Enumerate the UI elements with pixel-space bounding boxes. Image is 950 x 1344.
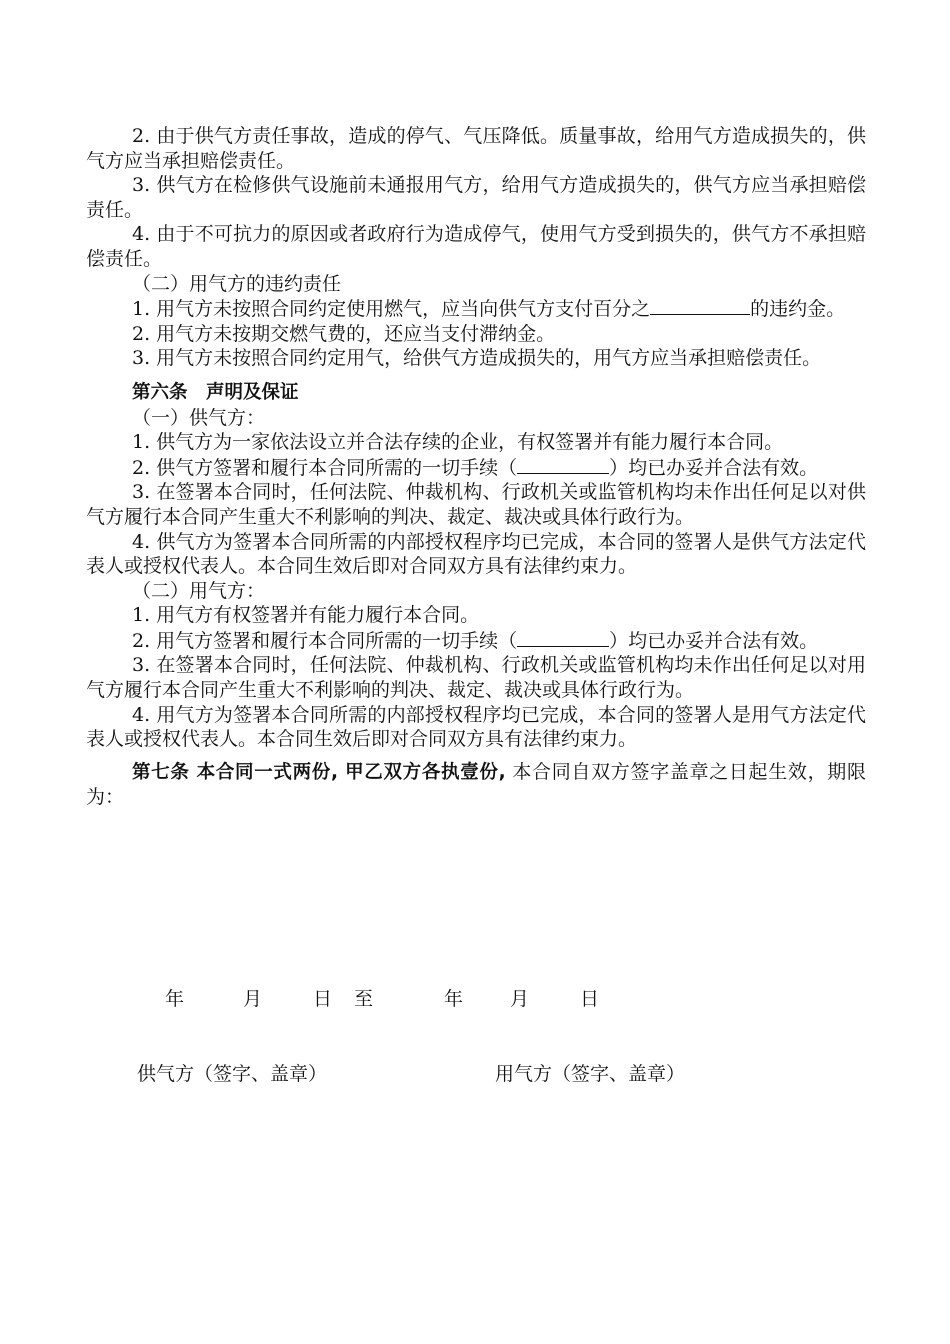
user-signature: 用气方（签字、盖章） (495, 1063, 686, 1085)
user-liability-item-1-text: 1. 用气方未按照合同约定使用燃气，应当向供气方支付百分之 (132, 298, 651, 321)
article-7-text: 本合同自双方签字盖章之日起生效，期限为： (86, 760, 866, 809)
user-declaration-title: （二）用气方： (132, 579, 266, 602)
supplier-declaration-item-2-tail: ）均已办妥并合法有效。 (609, 456, 819, 479)
supplier-declaration-item-4: 4. 供气方为签署本合同所需的内部授权程序均已完成，本合同的签署人是供气方法定代表人或授权代表人。本合同生效后即对合同双方具有法律约束力。 (86, 530, 866, 578)
user-declaration-item-1: 1. 用气方有权签署并有能力履行本合同。 (132, 604, 480, 627)
article-7-heading: 第七条 本合同一式两份, 甲乙双方各执壹份, (132, 761, 506, 783)
supplier-liability-item-2: 2. 由于供气方责任事故，造成的停气、气压降低。质量事故，给用气方造成损失的，供气方应当承担赔偿责任。 (86, 125, 866, 172)
user-declaration-item-4: 4. 用气方为签署本合同所需的内部授权程序均已完成，本合同的签署人是用气方法定代表人或授权代表人。本合同生效后即对合同双方具有法律约束力。 (86, 703, 866, 751)
start-month-label: 月 (243, 988, 263, 1010)
supplier-declaration-title: （一）供气方： (132, 406, 266, 429)
end-day-label: 日 (580, 988, 600, 1010)
end-year-label: 年 (444, 988, 464, 1010)
user-procedures-blank (517, 628, 609, 647)
supplier-liability-item-4: 4. 由于不可抗力的原因或者政府行为造成停气，使用气方受到损失的，供气方不承担赔偿责任。 (86, 223, 866, 270)
user-declaration-item-2-text: 2. 用气方签署和履行本合同所需的一切手续（ (132, 629, 518, 652)
supplier-declaration-item-2-text: 2. 供气方签署和履行本合同所需的一切手续（ (132, 456, 518, 479)
user-liability-item-1 (86, 296, 866, 322)
supplier-liability-item-3: 3. 供气方在检修供气设施前未通报用气方，给用气方造成损失的，供气方应当承担赔偿责任。 (86, 174, 866, 221)
supplier-declaration-item-2 (86, 455, 866, 481)
supplier-declaration-item-1: 1. 供气方为一家依法设立并合法存续的企业，有权签署并有能力履行本合同。 (132, 431, 784, 454)
user-declaration-item-2-tail: ）均已办妥并合法有效。 (609, 629, 819, 652)
supplier-procedures-blank (517, 455, 609, 474)
article-6-heading: 第六条 声明及保证 (132, 381, 299, 403)
user-liability-item-2: 2. 用气方未按期交燃气费的，还应当支付滞纳金。 (132, 322, 556, 345)
percent-blank (650, 296, 750, 315)
start-day-label: 日 (313, 988, 333, 1010)
article-7 (86, 760, 866, 810)
to-label: 至 (354, 988, 374, 1010)
term-dates (0, 984, 950, 1010)
user-liability-item-1-tail: 的违约金。 (750, 298, 846, 321)
user-declaration-item-3: 3. 在签署本合同时，任何法院、仲裁机构、行政机关或监管机构均未作出任何足以对用气方履行本合同产生重大不利影响的判决、裁定、裁决或具体行政行为。 (86, 654, 866, 702)
user-liability-item-3: 3. 用气方未按照合同约定用气，给供气方造成损失的，用气方应当承担赔偿责任。 (132, 347, 822, 370)
user-liability-title: （二）用气方的违约责任 (132, 272, 342, 295)
supplier-signature: 供气方（签字、盖章） (137, 1063, 328, 1085)
start-year-label: 年 (165, 988, 185, 1010)
user-declaration-item-2 (86, 628, 866, 654)
supplier-declaration-item-3: 3. 在签署本合同时，任何法院、仲裁机构、行政机关或监管机构均未作出任何足以对供气方履行本合同产生重大不利影响的判决、裁定、裁决或具体行政行为。 (86, 481, 866, 528)
contract-page (86, 124, 866, 810)
end-month-label: 月 (510, 988, 530, 1010)
